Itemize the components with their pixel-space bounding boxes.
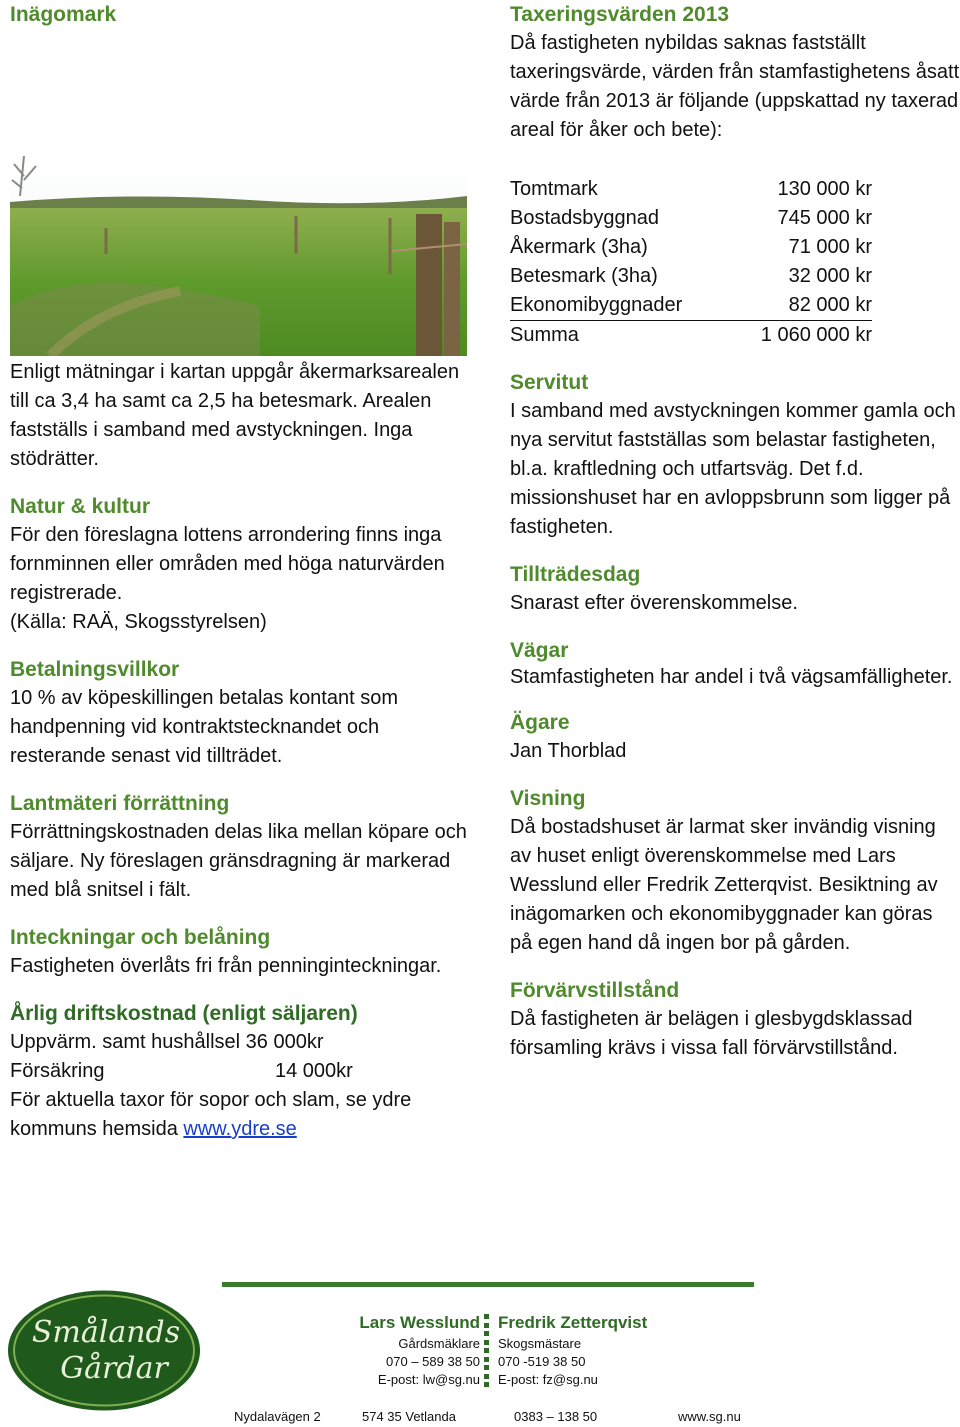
tax-value-amount: 745 000 kr [777, 207, 872, 229]
tax-value-row [510, 262, 872, 291]
tax-value-amount: 130 000 kr [777, 178, 872, 200]
tax-heading: Taxeringsvärden 2013 [510, 3, 730, 26]
footer-address: Nydalavägen 2 [234, 1409, 321, 1424]
footer-postal: 574 35 Vetlanda [362, 1409, 456, 1424]
forvarv-heading: Förvärvstillstånd [510, 979, 680, 1002]
drift-ins-value: 14 000kr [275, 1060, 353, 1082]
left-column [10, 0, 480, 1144]
agent1-email[interactable]: E-post: lw@sg.nu [377, 1372, 480, 1387]
betal-heading: Betalningsvillkor [10, 658, 180, 681]
tax-value-label: Tomtmark [510, 178, 598, 200]
agent1-name: Lars Wesslund [359, 1313, 480, 1332]
drift-ins-label: Försäkring [10, 1060, 105, 1082]
tax-value-label: Betesmark (3ha) [510, 265, 658, 287]
inteck-heading: Inteckningar och belåning [10, 926, 271, 949]
tax-value-row [510, 321, 872, 351]
agent1-role: Gårdsmäklare [398, 1336, 480, 1351]
field-photo-icon [10, 156, 467, 356]
footer-web[interactable]: www.sg.nu [678, 1409, 741, 1424]
tax-value-row [510, 233, 872, 262]
drift-text [10, 1086, 480, 1144]
vagar-text: Stamfastigheten har andel i två vägsamfälligheter. [510, 666, 953, 688]
logo-line1: Smålands [31, 1315, 181, 1350]
inagomark-heading: Inägomark [10, 3, 117, 26]
agent2-email[interactable]: E-post: fz@sg.nu [498, 1372, 598, 1387]
lant-heading: Lantmäteri förrättning [10, 792, 230, 815]
natur-heading: Natur & kultur [10, 495, 151, 518]
contact-divider-dots [484, 1314, 490, 1390]
drift-heading: Årlig driftskostnad (enligt säljaren) [10, 1002, 358, 1025]
natur-text: För den föreslagna lottens arrondering finns inga fornminnen eller områden med höga naturvärden registrerade. [10, 524, 445, 604]
servitut-text: I samband med avstyckningen kommer gamla och nya servitut fastställas som belastar fastigheten, bl.a. kraftledning och utfartsväg. Det f.d. missionshuset har en avloppsbrunn som ligger på fastigheten. [510, 400, 956, 538]
agent2-phone: 070 -519 38 50 [498, 1354, 586, 1369]
tax-value-amount: 32 000 kr [788, 265, 872, 287]
agent1-contact [330, 1311, 480, 1389]
logo-line2: Gårdar [60, 1351, 168, 1386]
right-column [510, 0, 960, 1063]
agent2-role: Skogsmästare [498, 1336, 582, 1351]
agent1-phone: 070 – 589 38 50 [386, 1354, 480, 1369]
tax-value-row [510, 291, 872, 321]
tax-value-amount: 71 000 kr [788, 236, 872, 258]
tax-value-row [510, 175, 872, 204]
tax-value-label: Summa [510, 324, 579, 346]
tilltrade-text: Snarast efter överenskommelse. [510, 592, 798, 614]
tilltrade-heading: Tillträdesdag [510, 563, 641, 586]
betal-text: 10 % av köpeskillingen betalas kontant som handpenning vid kontraktstecknandet och resterande senast vid tillträdet. [10, 687, 399, 767]
drift-insurance-row [10, 1057, 480, 1086]
forvarv-text: Då fastigheten är belägen i glesbygdsklassad församling krävs i vissa fall förvärvstillstånd. [510, 1008, 913, 1059]
tax-value-label: Åkermark (3ha) [510, 236, 648, 258]
footer-phone: 0383 – 138 50 [514, 1409, 598, 1424]
agare-text: Jan Thorblad [510, 740, 627, 762]
visning-heading: Visning [510, 787, 586, 810]
vagar-heading: Vägar [510, 639, 569, 662]
tax-value-label: Ekonomibyggnader [510, 291, 730, 321]
inteck-text: Fastigheten överlåts fri från penninginteckningar. [10, 955, 442, 977]
visning-text: Då bostadshuset är larmat sker invändig visning av huset enligt överenskommelse med Lars Wesslund eller Fredrik Zetterqvist. Besiktning av inägomarken och ekonomibyggnader kan göras på egen hand då ingen bor på gården. [510, 816, 938, 954]
tax-value-row [510, 204, 872, 233]
tax-value-amount: 82 000 kr [730, 291, 872, 321]
agent2-name: Fredrik Zetterqvist [498, 1313, 648, 1332]
agent2-contact [498, 1311, 678, 1389]
tax-values-table [510, 175, 872, 350]
tax-value-label: Bostadsbyggnad [510, 207, 660, 229]
servitut-heading: Servitut [510, 371, 589, 394]
natur-source: (Källa: RAÄ, Skogsstyrelsen) [10, 611, 267, 633]
lant-text: Förrättningskostnaden delas lika mellan köpare och säljare. Ny föreslagen gränsdragning är markerad med blå snitsel i fält. [10, 821, 467, 901]
inagomark-text: Enligt mätningar i kartan uppgår åkermarksarealen till ca 3,4 ha samt ca 2,5 ha betesmark. Arealen fastställs i samband med avstyckningen. Inga stödrätter. [10, 361, 460, 470]
ydre-link[interactable]: www.ydre.se [183, 1118, 297, 1140]
tax-value-amount: 1 060 000 kr [760, 324, 872, 346]
tax-text: Då fastigheten nybildas saknas fastställt taxeringsvärde, värden från stamfastighetens åsatt värde från 2013 är följande (uppskattad ny taxerad areal för åker och bete): [510, 32, 960, 141]
smalands-gardar-logo [6, 1288, 202, 1413]
field-photo [10, 156, 467, 356]
drift-text-body: För aktuella taxor för sopor och slam, se ydre kommuns hemsida [10, 1089, 412, 1140]
footer-divider [222, 1282, 754, 1287]
agare-heading: Ägare [510, 711, 570, 734]
drift-line1: Uppvärm. samt hushållsel 36 000kr [10, 1031, 324, 1053]
